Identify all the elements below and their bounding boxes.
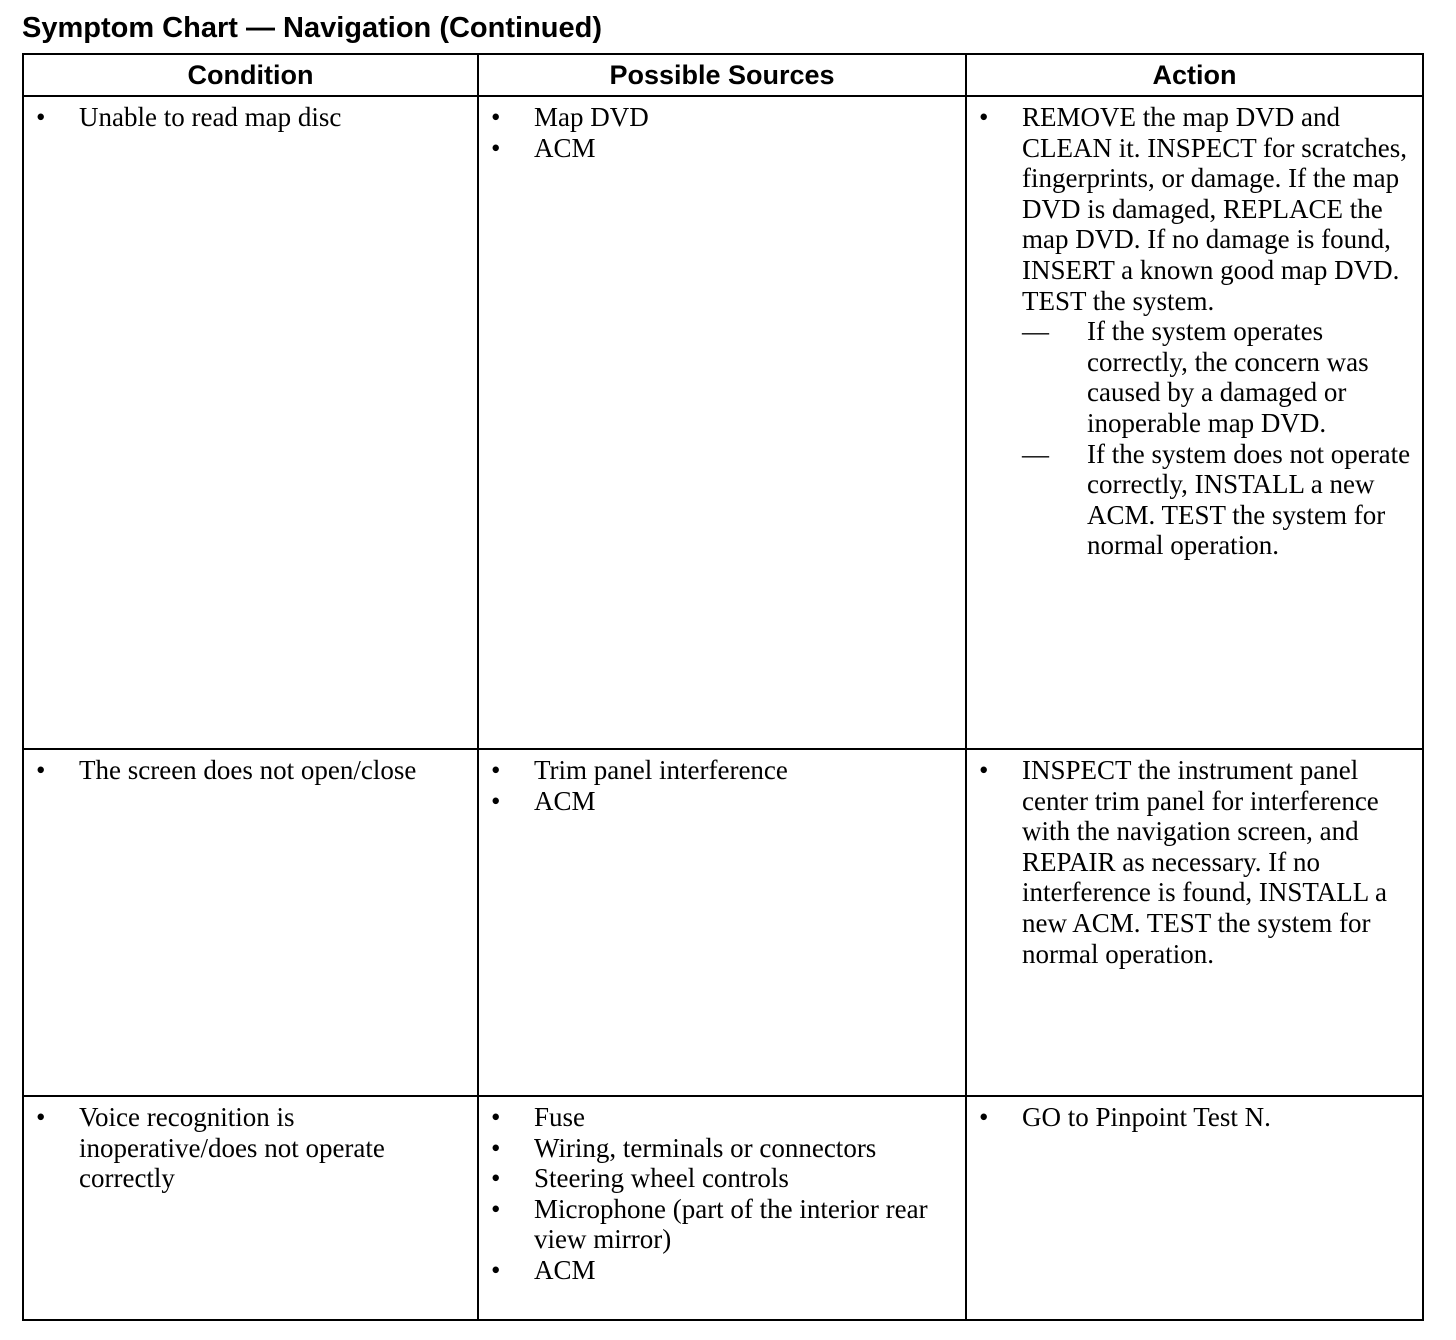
action-text: GO to Pinpoint Test N. (1022, 1102, 1271, 1132)
list-item (491, 1163, 955, 1194)
source-text: Map DVD (534, 102, 649, 132)
bullet-icon: • (979, 1102, 989, 1132)
source-text: Trim panel interference (534, 755, 788, 785)
bullet-icon: • (491, 1132, 501, 1163)
list-item (36, 1102, 467, 1194)
source-text: ACM (534, 1254, 596, 1285)
list-item (491, 786, 955, 817)
action-text: REMOVE the map DVD and CLEAN it. INSPECT for scratches, fingerprints, or damage. If the map DVD is damaged, REPLACE the map DVD. If no damage is found, INSERT a known good map DVD. TEST the system. (1022, 102, 1407, 316)
header-action: Action (966, 54, 1423, 96)
bullet-icon: • (491, 755, 501, 785)
symptom-chart-table (22, 53, 1424, 1321)
condition-cell (23, 1096, 478, 1320)
condition-text: The screen does not open/close (79, 755, 417, 785)
bullet-icon: • (491, 1254, 501, 1285)
condition-cell (23, 96, 478, 749)
action-cell (966, 1096, 1423, 1320)
bullet-icon: • (491, 132, 501, 163)
action-cell (966, 749, 1423, 1096)
bullet-icon: • (491, 785, 501, 816)
source-text: Microphone (part of the interior rear view mirror) (534, 1193, 928, 1255)
list-item (491, 1133, 955, 1164)
sub-list-item (1022, 316, 1412, 438)
list-item (36, 755, 467, 786)
list-item (979, 1102, 1412, 1133)
bullet-icon: • (491, 1193, 501, 1224)
bullet-icon: • (979, 755, 989, 785)
table-row (23, 749, 1423, 1096)
sources-cell (478, 1096, 966, 1320)
sources-cell (478, 96, 966, 749)
action-text: INSPECT the instrument panel center trim panel for interference with the navigation screen, and REPAIR as necessary. If no interference is found, INSTALL a new ACM. TEST the system for normal operation. (1022, 755, 1387, 969)
bullet-icon: • (979, 102, 989, 132)
condition-text: Unable to read map disc (79, 102, 342, 132)
table-row (23, 96, 1423, 749)
bullet-icon: • (36, 102, 46, 132)
page-title: Symptom Chart — Navigation (Continued) (22, 12, 602, 44)
source-text: Fuse (534, 1102, 586, 1132)
source-text: Steering wheel controls (534, 1163, 789, 1194)
table-header-row (23, 54, 1423, 96)
sub-list-item (1022, 439, 1412, 561)
action-cell (966, 96, 1423, 749)
bullet-icon: • (491, 1163, 501, 1194)
dash-icon: — (1022, 438, 1049, 469)
list-item (491, 1255, 955, 1286)
header-possible-sources: Possible Sources (478, 54, 966, 96)
sources-cell (478, 749, 966, 1096)
dash-icon: — (1022, 316, 1049, 347)
list-item (491, 755, 955, 786)
bullet-icon: • (36, 755, 46, 785)
list-item (979, 102, 1412, 561)
list-item (491, 1194, 955, 1255)
list-item (979, 755, 1412, 969)
sub-action-text: If the system does not operate correctly, INSTALL a new ACM. TEST the system for normal operation. (1087, 438, 1411, 561)
header-condition: Condition (23, 54, 478, 96)
list-item (491, 1102, 955, 1133)
bullet-icon: • (491, 1102, 501, 1132)
sub-action-text: If the system operates correctly, the concern was caused by a damaged or inoperable map DVD. (1087, 316, 1369, 438)
bullet-icon: • (36, 1102, 46, 1132)
condition-cell (23, 749, 478, 1096)
table-row (23, 1096, 1423, 1320)
bullet-icon: • (491, 102, 501, 132)
source-text: ACM (534, 785, 596, 816)
list-item (491, 133, 955, 164)
condition-text: Voice recognition is inoperative/does not operate correctly (79, 1102, 385, 1194)
source-text: ACM (534, 132, 596, 163)
source-text: Wiring, terminals or connectors (534, 1132, 877, 1163)
list-item (491, 102, 955, 133)
list-item (36, 102, 467, 133)
